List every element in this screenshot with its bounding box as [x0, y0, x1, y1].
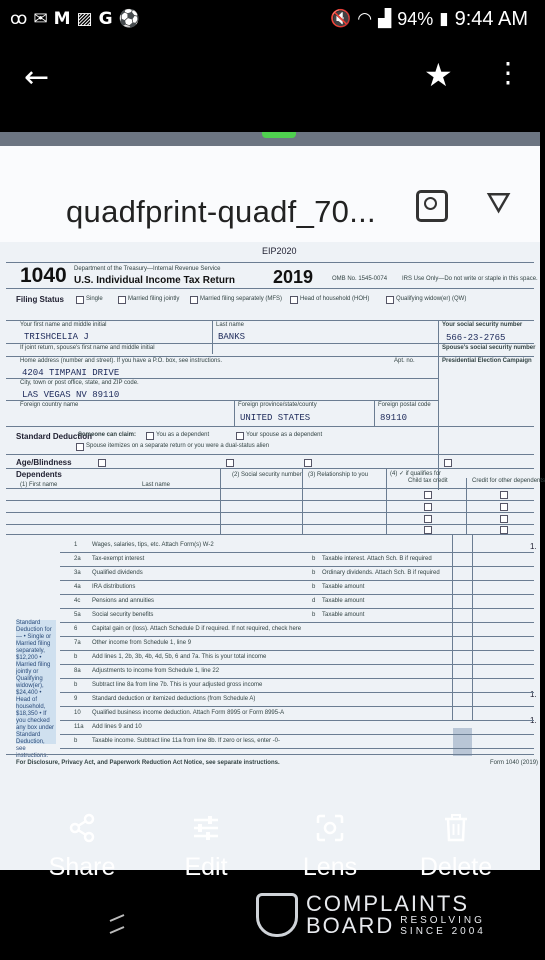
- edit-button[interactable]: [146, 813, 266, 882]
- delete-icon: [396, 813, 516, 847]
- dependents-col: (3) Relationship to you: [308, 472, 369, 478]
- gmail-icon: M: [53, 9, 71, 29]
- income-line-text: Subtract line 8a from line 7b. This is your adjusted gross income: [92, 682, 263, 688]
- filing-option: Qualifying widow(er) (QW): [396, 296, 467, 302]
- dependents-col: Child tax credit: [408, 478, 448, 484]
- foreign-province-label: Foreign province/state/county: [238, 402, 317, 408]
- back-arrow-icon[interactable]: ←: [24, 60, 50, 95]
- irs-use-only: IRS Use Only—Do not write or staple in this space.: [402, 276, 538, 282]
- dependents-col: Last name: [142, 482, 171, 488]
- omb-number: OMB No. 1545-0074: [332, 276, 388, 282]
- form-footer-number: Form 1040 (2019): [490, 760, 539, 766]
- you-dependent-label: You as a dependent: [156, 432, 210, 438]
- shaded-cell: [453, 728, 472, 756]
- photo-actions-bar: [0, 805, 540, 885]
- filing-option: Married filing jointly: [128, 296, 180, 302]
- income-line-text: Qualified dividends: [92, 570, 143, 576]
- edit-label: Edit: [184, 853, 228, 881]
- presidential-label: Presidential Election Campaign: [442, 358, 532, 364]
- battery-percent: 94%: [397, 8, 434, 29]
- right-line-number: b: [312, 584, 316, 590]
- income-line-number: 3a: [74, 570, 81, 576]
- income-line-text: Standard deduction or itemized deductions (from Schedule A): [92, 696, 256, 702]
- income-line-number: 7a: [74, 640, 81, 646]
- document-header: [0, 146, 540, 242]
- right-line-number: b: [312, 612, 316, 618]
- dependents-col: (1) First name: [20, 482, 58, 488]
- you-dependent-checkbox: [146, 432, 154, 440]
- add-to-drive-icon: ⛛: [486, 186, 512, 221]
- eip-stamp: EIP2020: [262, 246, 297, 256]
- favorite-star-icon[interactable]: ★: [424, 56, 453, 94]
- standard-deduction-sidebar: Standard Deduction for— • Single or Married filing separately, $12,200 • Married filing jointly or Qualifying widow(er), $24,400 • Head of household, $18,350 • If you checked any box under Standard Deduction, see instructions.: [16, 620, 55, 759]
- form-footer: For Disclosure, Privacy Act, and Paperwork Reduction Act Notice, see separate instructions.: [16, 760, 280, 766]
- income-line-text: Adjustments to income from Schedule 1, line 22: [92, 668, 220, 674]
- spouse-name-label: If joint return, spouse's first name and middle initial: [20, 345, 155, 351]
- more-options-icon[interactable]: ⋮: [494, 56, 522, 89]
- filing-qw-checkbox: [386, 296, 394, 304]
- foreign-country-label: Foreign country name: [20, 402, 79, 408]
- right-line-text: Taxable interest. Attach Sch. B if required: [322, 556, 432, 562]
- right-line-number: b: [312, 556, 316, 562]
- income-line-number: 6: [74, 626, 78, 632]
- first-name-label: Your first name and middle initial: [20, 322, 107, 328]
- income-line-number: b: [74, 682, 78, 688]
- filing-option: Married filing separately (MFS): [200, 296, 283, 302]
- last-name-value: BANKS: [218, 332, 246, 342]
- income-line-number: b: [74, 654, 78, 660]
- address-value: 4204 TIMPANI DRIVE: [22, 368, 120, 378]
- watermark-tagline1: RESOLVING: [400, 915, 485, 926]
- income-line-number: 4a: [74, 584, 81, 590]
- income-line-text: Other income from Schedule 1, line 9: [92, 640, 192, 646]
- clock: 9:44 AM: [454, 7, 528, 30]
- soccer-icon: ⚽: [118, 9, 140, 29]
- voicemail-icon: ꝏ: [10, 9, 28, 29]
- delete-button[interactable]: [396, 813, 516, 882]
- income-line-text: Add lines 1, 2b, 3b, 4b, 4d, 5b, 6 and 7a. This is your total income: [92, 654, 267, 660]
- form-title: U.S. Individual Income Tax Return: [74, 275, 235, 286]
- lens-button[interactable]: [270, 813, 390, 882]
- filing-option: Single: [86, 296, 103, 302]
- signal-icon: ▟: [378, 9, 392, 29]
- edit-icon: [146, 813, 266, 847]
- watermark-line1: COMPLAINTS: [306, 891, 470, 916]
- income-line-text: Wages, salaries, tips, etc. Attach Form(s) W-2: [92, 542, 214, 548]
- dependents-col: (4) ✓ if qualifies for: [390, 471, 442, 477]
- postal-value: 89110: [380, 413, 408, 423]
- filing-status-label: Filing Status: [16, 295, 64, 304]
- right-line-text: Ordinary dividends. Attach Sch. B if required: [322, 570, 440, 576]
- form-year: 2019: [273, 267, 314, 287]
- ssn-value: 566-23-2765: [446, 333, 506, 343]
- delete-label: Delete: [419, 853, 493, 881]
- spouse-ssn-label: Spouse's social security number: [442, 345, 536, 351]
- income-line-text: IRA distributions: [92, 584, 136, 590]
- dependents-col: Credit for other dependents: [472, 478, 545, 484]
- mail-icon: ✉: [33, 9, 48, 29]
- form-dept: Department of the Treasury—Internal Revenue Service: [74, 266, 221, 272]
- filing-option: Head of household (HOH): [300, 296, 370, 302]
- image-icon: ▨: [76, 9, 93, 29]
- wifi-icon: ◠: [357, 9, 373, 29]
- country-value: UNITED STATES: [240, 413, 311, 423]
- google-icon: G: [98, 9, 113, 29]
- app-bar: [0, 38, 540, 128]
- first-name-value: TRISHCELIA J: [24, 332, 89, 342]
- form-number: 1040: [20, 264, 67, 287]
- income-line-text: Qualified business income deduction. Attach Form 8995 or Form 8995-A: [92, 710, 285, 716]
- tax-form-1040: EIP2020 1040 Department of the Treasury—Internal Revenue Service U.S. Individual Income Tax Return 2019 OMB No. 1545-0074 IRS Use Only—Do not write or staple in this space. Filing Status Single Married filing jointly Married filing separately (MFS) Head of household (HOH) Qualifying widow(er) (QW) Your first name and middle initial TRISHCELIA J Last name BANKS Your social security number 566-23-2765 If joint return, spouse's first name and middle initial Spouse's social security number Home address (number and street). If you have a P.O. box, see instructions. Apt. no. 4204 TIMPANI DRIVE Presidential Election Campaign City, town or post office, state, and ZIP code. LAS VEGAS NV 89110 Foreign country name Foreign province/state/county UNITED STATES Foreign postal code 89110 Standard Deduction Someone can claim: You as a dependent Your spouse as a dependent Spouse itemizes on a separate return or you were a dual-status alien Age/Blindness Dependents (1) First name Last name (2) Social security number (3) Relationship to you (4) ✓ if qualifies for Child tax credit Credit for other dependents Standard Deduction for— • Single or Married filing separately, $12,200 • Married filing jointly or Qualifying widow(er), $24,400 • Head of household, $18,350 • If you checked any box under Standard Deduction, see instructions. 1. 1. 1. For Disclosure, Privacy Act, and Paperwork Reduction Act Notice, see separate instructions. Form 1040 (2019) 1 Wages, salaries, tips, etc. Attach Form(s) W-2 2a Tax-exempt interest 3a Qualified dividends 4a IRA distributions 4c Pensions and annuities 5a Social security benefits 6 Capital gain or (loss). Attach Schedule D if required. If not required, check here 7a Other income from Schedule 1, line 9 b Add lines 1, 2b, 3b, 4b, 4d, 5b, 6 and 7a. This is your total income 8a Adjustments to income from Schedule 1, line 22 b Subtract line 8a from line 7b. This is your adjusted gross income 9 Standard deduction or itemized deductions (from Schedule A) 10 Qualified business income deduction. Attach Form 8995 or Form 8995-A 11a Add lines 9 and 10 b Taxable income. Subtract line 11a from line 8b. If zero or less, enter -0- b Taxable interest. Attach Sch. B if required b Ordinary dividends. Attach Sch. B if required b Taxable amount d Taxable amount b Taxable amount: [0, 242, 540, 870]
- income-line-text: Capital gain or (loss). Attach Schedule D if required. If not required, check here: [92, 626, 302, 632]
- photo-green-indicator: [262, 132, 296, 138]
- dependents-label: Dependents: [16, 470, 62, 479]
- right-line-text: Taxable amount: [322, 598, 365, 604]
- filing-mfj-checkbox: [118, 296, 126, 304]
- share-button[interactable]: [22, 813, 142, 882]
- spouse-dependent-checkbox: [236, 432, 244, 440]
- filing-mfs-checkbox: [190, 296, 198, 304]
- income-line-number: 8a: [74, 668, 81, 674]
- income-line-text: Tax-exempt interest: [92, 556, 145, 562]
- standard-deduction-label: Standard Deduction: [16, 432, 93, 441]
- right-line-text: Taxable amount: [322, 584, 365, 590]
- income-line-number: 5a: [74, 612, 81, 618]
- income-line-text: Pensions and annuities: [92, 598, 155, 604]
- income-line-number: b: [74, 738, 78, 744]
- city-label: City, town or post office, state, and ZIP code.: [20, 380, 139, 386]
- income-line-number: 2a: [74, 556, 81, 562]
- photo-viewer[interactable]: [0, 132, 545, 870]
- document-search-icon: [416, 190, 448, 222]
- share-label: Share: [48, 853, 116, 881]
- income-line-number: 4c: [74, 598, 81, 604]
- recents-icon[interactable]: [108, 913, 126, 935]
- income-line-number: 10: [74, 710, 81, 716]
- address-label: Home address (number and street). If you have a P.O. box, see instructions.: [20, 358, 222, 364]
- lens-label: Lens: [302, 853, 358, 881]
- income-line-number: 1: [74, 542, 78, 548]
- shield-logo-icon: [256, 893, 298, 937]
- spouse-itemizes-label: Spouse itemizes on a separate return or you were a dual-status alien: [86, 443, 270, 449]
- ssn-label: Your social security number: [442, 322, 523, 328]
- income-line-text: Social security benefits: [92, 612, 154, 618]
- lens-icon: [270, 813, 390, 847]
- income-line-number: 11a: [74, 724, 84, 730]
- filing-single-checkbox: [76, 296, 84, 304]
- right-line-number: b: [312, 570, 316, 576]
- document-title: quadfprint-quadf_70...: [66, 194, 376, 229]
- mute-icon: 🔇: [330, 9, 352, 29]
- foreign-postal-label: Foreign postal code: [378, 402, 431, 408]
- spouse-itemizes-checkbox: [76, 443, 84, 451]
- income-line-text: Taxable income. Subtract line 11a from line 8b. If zero or less, enter -0-: [92, 738, 280, 744]
- apt-label: Apt. no.: [394, 358, 415, 364]
- status-bar: [0, 0, 540, 38]
- income-line-number: 9: [74, 696, 78, 702]
- filing-hoh-checkbox: [290, 296, 298, 304]
- age-blindness-label: Age/Blindness: [16, 458, 72, 467]
- right-line-text: Taxable amount: [322, 612, 365, 618]
- battery-icon: ▮: [439, 9, 449, 29]
- share-icon: [22, 813, 142, 847]
- watermark-line2: BOARD: [306, 913, 395, 938]
- city-value: LAS VEGAS NV 89110: [22, 390, 120, 400]
- spouse-dependent-label: Your spouse as a dependent: [246, 432, 323, 438]
- right-line-number: d: [312, 598, 316, 604]
- someone-can-claim: Someone can claim:: [78, 432, 137, 438]
- last-name-label: Last name: [216, 322, 245, 328]
- dependents-col: (2) Social security number: [232, 472, 302, 478]
- income-line-text: Add lines 9 and 10: [92, 724, 142, 730]
- complaints-board-watermark: [256, 893, 486, 937]
- watermark-tagline2: SINCE 2004: [400, 926, 486, 937]
